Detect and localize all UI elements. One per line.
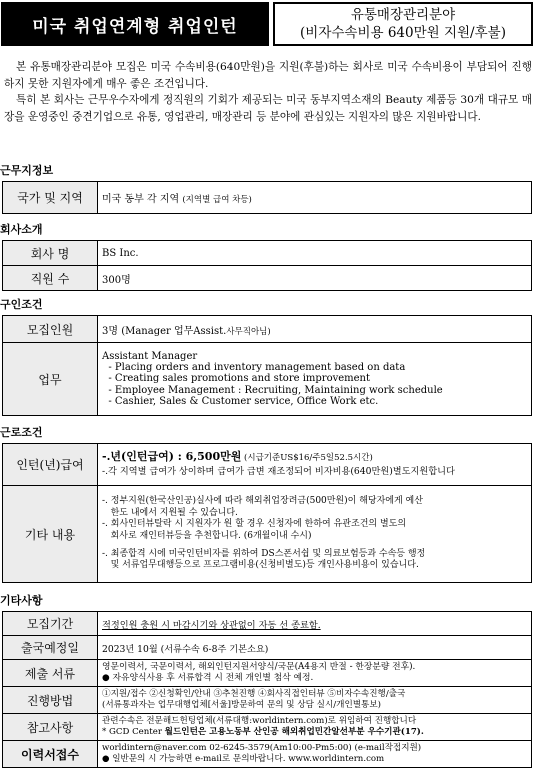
country-region-value xyxy=(98,182,532,214)
resume-contact-line[interactable]: worldintern@naver.com 02-6245-3579(Am10:00-Pm5:00) (e-mail작접지원) xyxy=(102,742,422,753)
reference-prefix: * GCD Center xyxy=(102,727,165,737)
duty-line: - Placing orders and inventory management based on data xyxy=(102,362,406,374)
resume-label: 이력서접수 xyxy=(3,741,98,768)
other-info-line: -. 회사인터뷰탈락 시 지원자가 원 할 경우 신청자에 한하여 유관조건의 별도의 xyxy=(102,519,407,530)
departure-value: 2023년 10월 (서류수속 6-8주 기본소요) xyxy=(98,636,532,660)
duty-line: Assistant Manager xyxy=(102,350,198,362)
section-heading-conditions: 근로조건 xyxy=(0,426,43,439)
table-row xyxy=(3,741,532,768)
table-row xyxy=(3,714,532,741)
other-info-value xyxy=(98,486,532,583)
other-info-line: -. 최종합격 시에 미국인턴비자를 위하여 DS스폰서쉽 및 의료보험등과 수속등 행정 xyxy=(102,548,426,559)
documents-value xyxy=(98,660,532,687)
posting-subtitle-box xyxy=(273,2,533,46)
section-heading-etc: 기타사항 xyxy=(0,594,43,607)
table-row xyxy=(3,636,532,660)
posting-header xyxy=(1,2,533,46)
recruit-count-label: 모집인원 xyxy=(3,316,98,343)
table-row xyxy=(3,182,532,214)
departure-label: 출국예정일 xyxy=(3,636,98,660)
section-heading-recruit: 구인조건 xyxy=(0,298,43,311)
deadline-label: 모집기간 xyxy=(3,612,98,636)
other-info-line: 회사로 재인터뷰등을 추천합니다. (6개월이내 수시) xyxy=(102,531,312,541)
company-name-value: BS Inc. xyxy=(98,241,532,266)
deadline-value: 적정인원 충원 시 마감시기와 상관없이 자동 선 종료함. xyxy=(98,612,532,636)
company-table xyxy=(2,240,532,291)
country-region-note: (지역별 급여 차등) xyxy=(182,195,252,205)
documents-label: 제출 서류 xyxy=(3,660,98,687)
subtitle-line-1: 유통매장관리분야 xyxy=(350,7,456,23)
other-info-label: 기타 내용 xyxy=(3,486,98,583)
salary-note: (시급기준US$16/주5일52.5시간) xyxy=(241,453,373,463)
recruit-table xyxy=(2,315,532,416)
documents-line-2: ● 자유양식사용 후 서류합격 시 전체 개인별 첨삭 예정. xyxy=(102,673,314,683)
table-row xyxy=(3,687,532,714)
intro-text xyxy=(4,59,532,125)
salary-label: 인턴(년)급여 xyxy=(3,444,98,486)
table-row xyxy=(3,444,532,486)
process-line-1: ①지원/접수 ②신청확인/안내 ③추천진행 ④회사직접인터뷰 ⑤비자수속진행/출국 xyxy=(102,688,406,699)
recruit-count-value xyxy=(98,316,532,343)
salary-amount: -.년(인턴급여) : 6,500만원 xyxy=(102,450,242,463)
recruit-count-note: 사무직아님) xyxy=(226,326,271,337)
intro-paragraph-2: 특히 본 회사는 근무우수자에게 정직원의 기회가 제공되는 미국 동부지역소재의 Beauty 제품등 30개 대규모 매장을 운영중인 중견기업으로 유통, 영업관리, 매장관리 등 분야에 관심있는 지원자의 많은 지원바랍니다. xyxy=(4,94,532,123)
staff-count-value: 300명 xyxy=(98,266,532,291)
duty-line: - Cashier, Sales & Customer service, Office Work etc. xyxy=(102,395,379,407)
section-heading-work-location: 근무지정보 xyxy=(0,164,54,177)
posting-title: 미국 취업연계형 취업인턴 xyxy=(1,2,269,46)
resume-value xyxy=(98,741,532,768)
conditions-table xyxy=(2,443,532,583)
duty-line: - Employee Management : Recruiting, Maintaining work schedule xyxy=(102,384,443,396)
duty-label: 업무 xyxy=(3,343,98,416)
salary-value xyxy=(98,444,532,486)
intro-paragraph-1: 본 유통매장관리분야 모집은 미국 수속비용(640만원)을 지원(후불)하는 회사로 미국 수속비용이 부담되어 진행하지 못한 지원자에게 매우 좋은 조건입니다. xyxy=(4,61,532,90)
table-row xyxy=(3,660,532,687)
reference-bold: 월드인턴은 고용노동부 산인공 해외취업민간알선부분 우수기관(17). xyxy=(164,727,424,737)
other-info-line: -. 정부지원(한국산인공)실사에 따라 해외취업장려금(500만원)이 해당자에게 예산 xyxy=(102,496,423,507)
reference-value xyxy=(98,714,532,741)
reference-label: 참고사항 xyxy=(3,714,98,741)
table-row xyxy=(3,266,532,291)
table-row xyxy=(3,343,532,416)
country-region-label: 국가 및 지역 xyxy=(3,182,98,214)
other-info-line: 및 서류업무대행등으로 프로그램비용(신청비별도)등 개인사용비용이 있습니다. xyxy=(102,560,419,571)
salary-line-2: -.각 지역별 급여가 상이하며 급여가 급변 재조정되어 비자비용(640만원)별도지원합니다 xyxy=(102,466,455,477)
recruit-count-text: 3명 (Manager 업무Assist. xyxy=(102,325,227,337)
work-location-table xyxy=(2,181,532,214)
process-line-2: (서류통과자는 업무대행업체[서울]방문하여 문의 및 상담 실시/개인별통보) xyxy=(102,700,382,710)
process-value xyxy=(98,687,532,714)
section-heading-company: 회사소개 xyxy=(0,223,43,236)
reference-line-1: 관련수속은 전문해드헌팅업체(서류대행:worldintern.com)로 위임하여 진행합니다 xyxy=(102,715,417,726)
other-info-line: 한도 내에서 지원될 수 있습니다. xyxy=(102,507,238,518)
salary-line-1 xyxy=(102,450,527,465)
table-row xyxy=(3,241,532,266)
table-row xyxy=(3,486,532,583)
reference-line-2 xyxy=(102,727,527,739)
country-region-text: 미국 동부 각 지역 xyxy=(102,194,180,205)
company-name-label: 회사 명 xyxy=(3,241,98,266)
duty-line: - Creating sales promotions and store improvement xyxy=(102,373,371,385)
table-row xyxy=(3,316,532,343)
staff-count-label: 직원 수 xyxy=(3,266,98,291)
documents-line-1: 영문이력서, 국문이력서, 해외인턴지원서양식/국문(A4용지 반절 - 한장분량 전후). xyxy=(102,661,416,672)
subtitle-line-2: (비자수속비용 640만원 지원/후불) xyxy=(300,25,506,41)
duty-list xyxy=(98,343,532,416)
etc-table xyxy=(2,611,532,768)
resume-inquiry-line[interactable]: ● 일반문의 시 가능하면 e-mail로 문의바랍니다. www.worldintern.com xyxy=(102,754,385,764)
table-row xyxy=(3,612,532,636)
process-label: 진행방법 xyxy=(3,687,98,714)
